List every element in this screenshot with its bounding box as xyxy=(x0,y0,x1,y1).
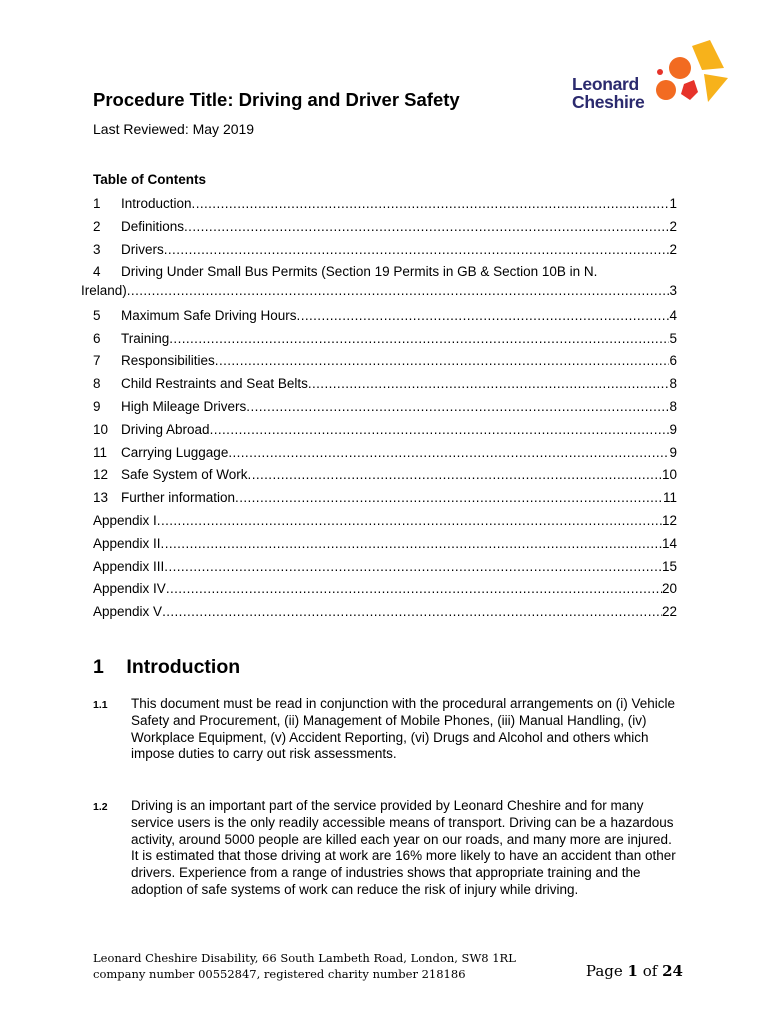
toc-entry-label: Drivers xyxy=(121,241,164,257)
toc-entry-page: 14 xyxy=(661,535,677,551)
toc-leader-dots xyxy=(161,536,662,551)
toc-entry-page: 9 xyxy=(669,421,677,437)
toc-entry-number: 9 xyxy=(93,399,101,415)
toc-entry[interactable] xyxy=(93,196,677,219)
toc-entry-page: 2 xyxy=(669,241,677,257)
toc-entry[interactable] xyxy=(93,604,677,627)
footer-company-info: company number 00552847, registered charity number 218186 xyxy=(93,967,466,981)
toc-leader-dots xyxy=(127,283,670,298)
toc-leader-dots xyxy=(235,490,663,505)
toc-entry-label: Appendix I xyxy=(93,513,157,529)
toc-entry[interactable] xyxy=(93,490,677,513)
paragraph-1-1 xyxy=(93,696,677,763)
toc-entry-label: High Mileage Drivers xyxy=(121,399,247,415)
toc-entry-label: Appendix III xyxy=(93,558,165,574)
table-of-contents xyxy=(81,196,677,627)
toc-entry-page: 22 xyxy=(661,604,677,620)
toc-entry-number: 13 xyxy=(93,490,109,506)
toc-entry[interactable] xyxy=(93,353,677,376)
toc-entry[interactable] xyxy=(93,219,677,242)
toc-entry-label: Appendix V xyxy=(93,604,163,620)
procedure-title: Procedure Title: Driving and Driver Safety xyxy=(93,89,460,110)
toc-leader-dots xyxy=(157,513,662,528)
toc-leader-dots xyxy=(169,331,669,346)
toc-entry-page: 2 xyxy=(669,218,677,234)
toc-entry-page: 1 xyxy=(669,196,677,211)
toc-leader-dots xyxy=(192,196,670,211)
toc-entry-page: 4 xyxy=(669,307,677,323)
logo-wordmark xyxy=(572,75,645,111)
section-heading-introduction xyxy=(93,656,240,679)
toc-entry-label-continued: Ireland) xyxy=(81,283,127,299)
toc-entry[interactable] xyxy=(93,467,677,490)
toc-entry-number: 3 xyxy=(93,241,101,257)
toc-leader-dots xyxy=(166,581,662,596)
toc-entry-number: 1 xyxy=(93,196,101,211)
toc-leader-dots xyxy=(215,353,670,368)
toc-entry[interactable] xyxy=(93,513,677,536)
toc-entry[interactable] xyxy=(93,581,677,604)
toc-entry-label: Definitions xyxy=(121,218,185,234)
toc-entry-number: 11 xyxy=(93,444,108,460)
leonard-cheshire-logo xyxy=(572,40,732,116)
toc-leader-dots xyxy=(308,376,670,391)
toc-entry-label: Driving Abroad xyxy=(121,421,210,437)
toc-entry-number: 10 xyxy=(93,421,109,437)
toc-entry-number: 12 xyxy=(93,467,109,483)
toc-entry-label: Responsibilities xyxy=(121,353,215,369)
paragraph-text: This document must be read in conjunction with the procedural arrangements on (i) Vehicle Safety and Procurement, (ii) Management of Mobile Phones, (iii) Manual Handling, (iv) Workplace Equipment, (v) Accident Reporting, (vi) Drugs and Alcohol and others which impose duties to carry out risk assessments. xyxy=(131,696,676,762)
toc-entry-label: Appendix IV xyxy=(93,581,166,597)
toc-entry-label: Safe System of Work xyxy=(121,467,248,483)
toc-entry-page: 9 xyxy=(669,444,677,460)
toc-entry[interactable] xyxy=(93,422,677,445)
toc-entry-page: 10 xyxy=(661,467,677,483)
toc-entry-page: 8 xyxy=(669,376,677,392)
toc-leader-dots xyxy=(246,399,669,414)
toc-entry-label: Training xyxy=(121,330,170,346)
toc-entry-label: Child Restraints and Seat Belts xyxy=(121,376,308,392)
toc-leader-dots xyxy=(164,242,670,257)
toc-leader-dots xyxy=(184,219,669,234)
toc-entry-page: 6 xyxy=(669,353,677,369)
paragraph-number: 1.2 xyxy=(93,801,108,813)
toc-entry-number: 6 xyxy=(93,330,101,346)
page-current: 1 xyxy=(627,962,638,980)
logo-line-2: Cheshire xyxy=(572,92,645,112)
toc-entry-page: 11 xyxy=(662,490,677,506)
toc-entry-label: Carrying Luggage xyxy=(121,444,229,460)
toc-leader-dots xyxy=(164,559,662,574)
toc-entry-page: 12 xyxy=(661,513,677,529)
toc-entry-number: 4 xyxy=(93,264,101,280)
toc-entry-label: Further information xyxy=(121,490,236,506)
toc-entry-label: Driving Under Small Bus Permits (Section 19 Permits in GB & Section 10B in N. xyxy=(121,264,598,280)
toc-entry-page: 3 xyxy=(669,283,677,299)
logo-shapes-icon xyxy=(648,40,732,112)
toc-entry[interactable] xyxy=(81,264,677,308)
toc-leader-dots xyxy=(297,308,670,323)
toc-entry-number: 5 xyxy=(93,307,101,323)
section-number: 1 xyxy=(93,656,104,678)
toc-heading: Table of Contents xyxy=(93,172,206,187)
toc-entry[interactable] xyxy=(93,536,677,559)
of-word: of xyxy=(642,962,658,980)
toc-entry-number: 2 xyxy=(93,218,101,234)
footer-address: Leonard Cheshire Disability, 66 South Lambeth Road, London, SW8 1RL xyxy=(93,951,516,965)
toc-entry-page: 15 xyxy=(661,558,677,574)
paragraph-1-2 xyxy=(93,798,677,899)
paragraph-number: 1.1 xyxy=(93,699,108,711)
toc-entry[interactable] xyxy=(93,376,677,399)
toc-entry-number: 8 xyxy=(93,376,101,392)
toc-entry[interactable] xyxy=(93,559,677,582)
last-reviewed-date: Last Reviewed: May 2019 xyxy=(93,121,255,137)
toc-entry[interactable] xyxy=(93,331,677,354)
toc-entry[interactable] xyxy=(93,242,677,265)
page-footer xyxy=(93,950,683,982)
page-total: 24 xyxy=(662,962,683,980)
section-title: Introduction xyxy=(126,656,241,678)
toc-entry[interactable] xyxy=(93,308,677,331)
toc-entry-label: Appendix II xyxy=(93,535,161,551)
paragraph-text: Driving is an important part of the service provided by Leonard Cheshire and for many service users is the only readily accessible means of transport. Driving can be a hazardous activity, around 5000 people are killed each year on our roads, and many more are injured. It is estimated that those driving at work are 16% more likely to have an accident than other drivers. Experience from a range of industries shows that appropriate training and the adoption of safe systems of work can reduce the risk of injury while driving. xyxy=(131,798,676,897)
logo-line-1: Leonard xyxy=(572,74,639,94)
toc-entry-page: 5 xyxy=(669,330,677,346)
toc-entry-page: 20 xyxy=(661,581,677,597)
toc-entry[interactable] xyxy=(93,445,677,468)
toc-leader-dots xyxy=(248,467,662,482)
toc-entry-number: 7 xyxy=(93,353,101,369)
toc-leader-dots xyxy=(210,422,670,437)
toc-leader-dots xyxy=(228,445,669,460)
page-word: Page xyxy=(585,962,623,980)
toc-entry[interactable] xyxy=(93,399,677,422)
toc-leader-dots xyxy=(162,604,662,619)
toc-entry-label: Introduction xyxy=(121,196,192,211)
toc-entry-label: Maximum Safe Driving Hours xyxy=(121,307,297,323)
page-number xyxy=(586,962,683,980)
toc-entry-page: 8 xyxy=(669,399,677,415)
